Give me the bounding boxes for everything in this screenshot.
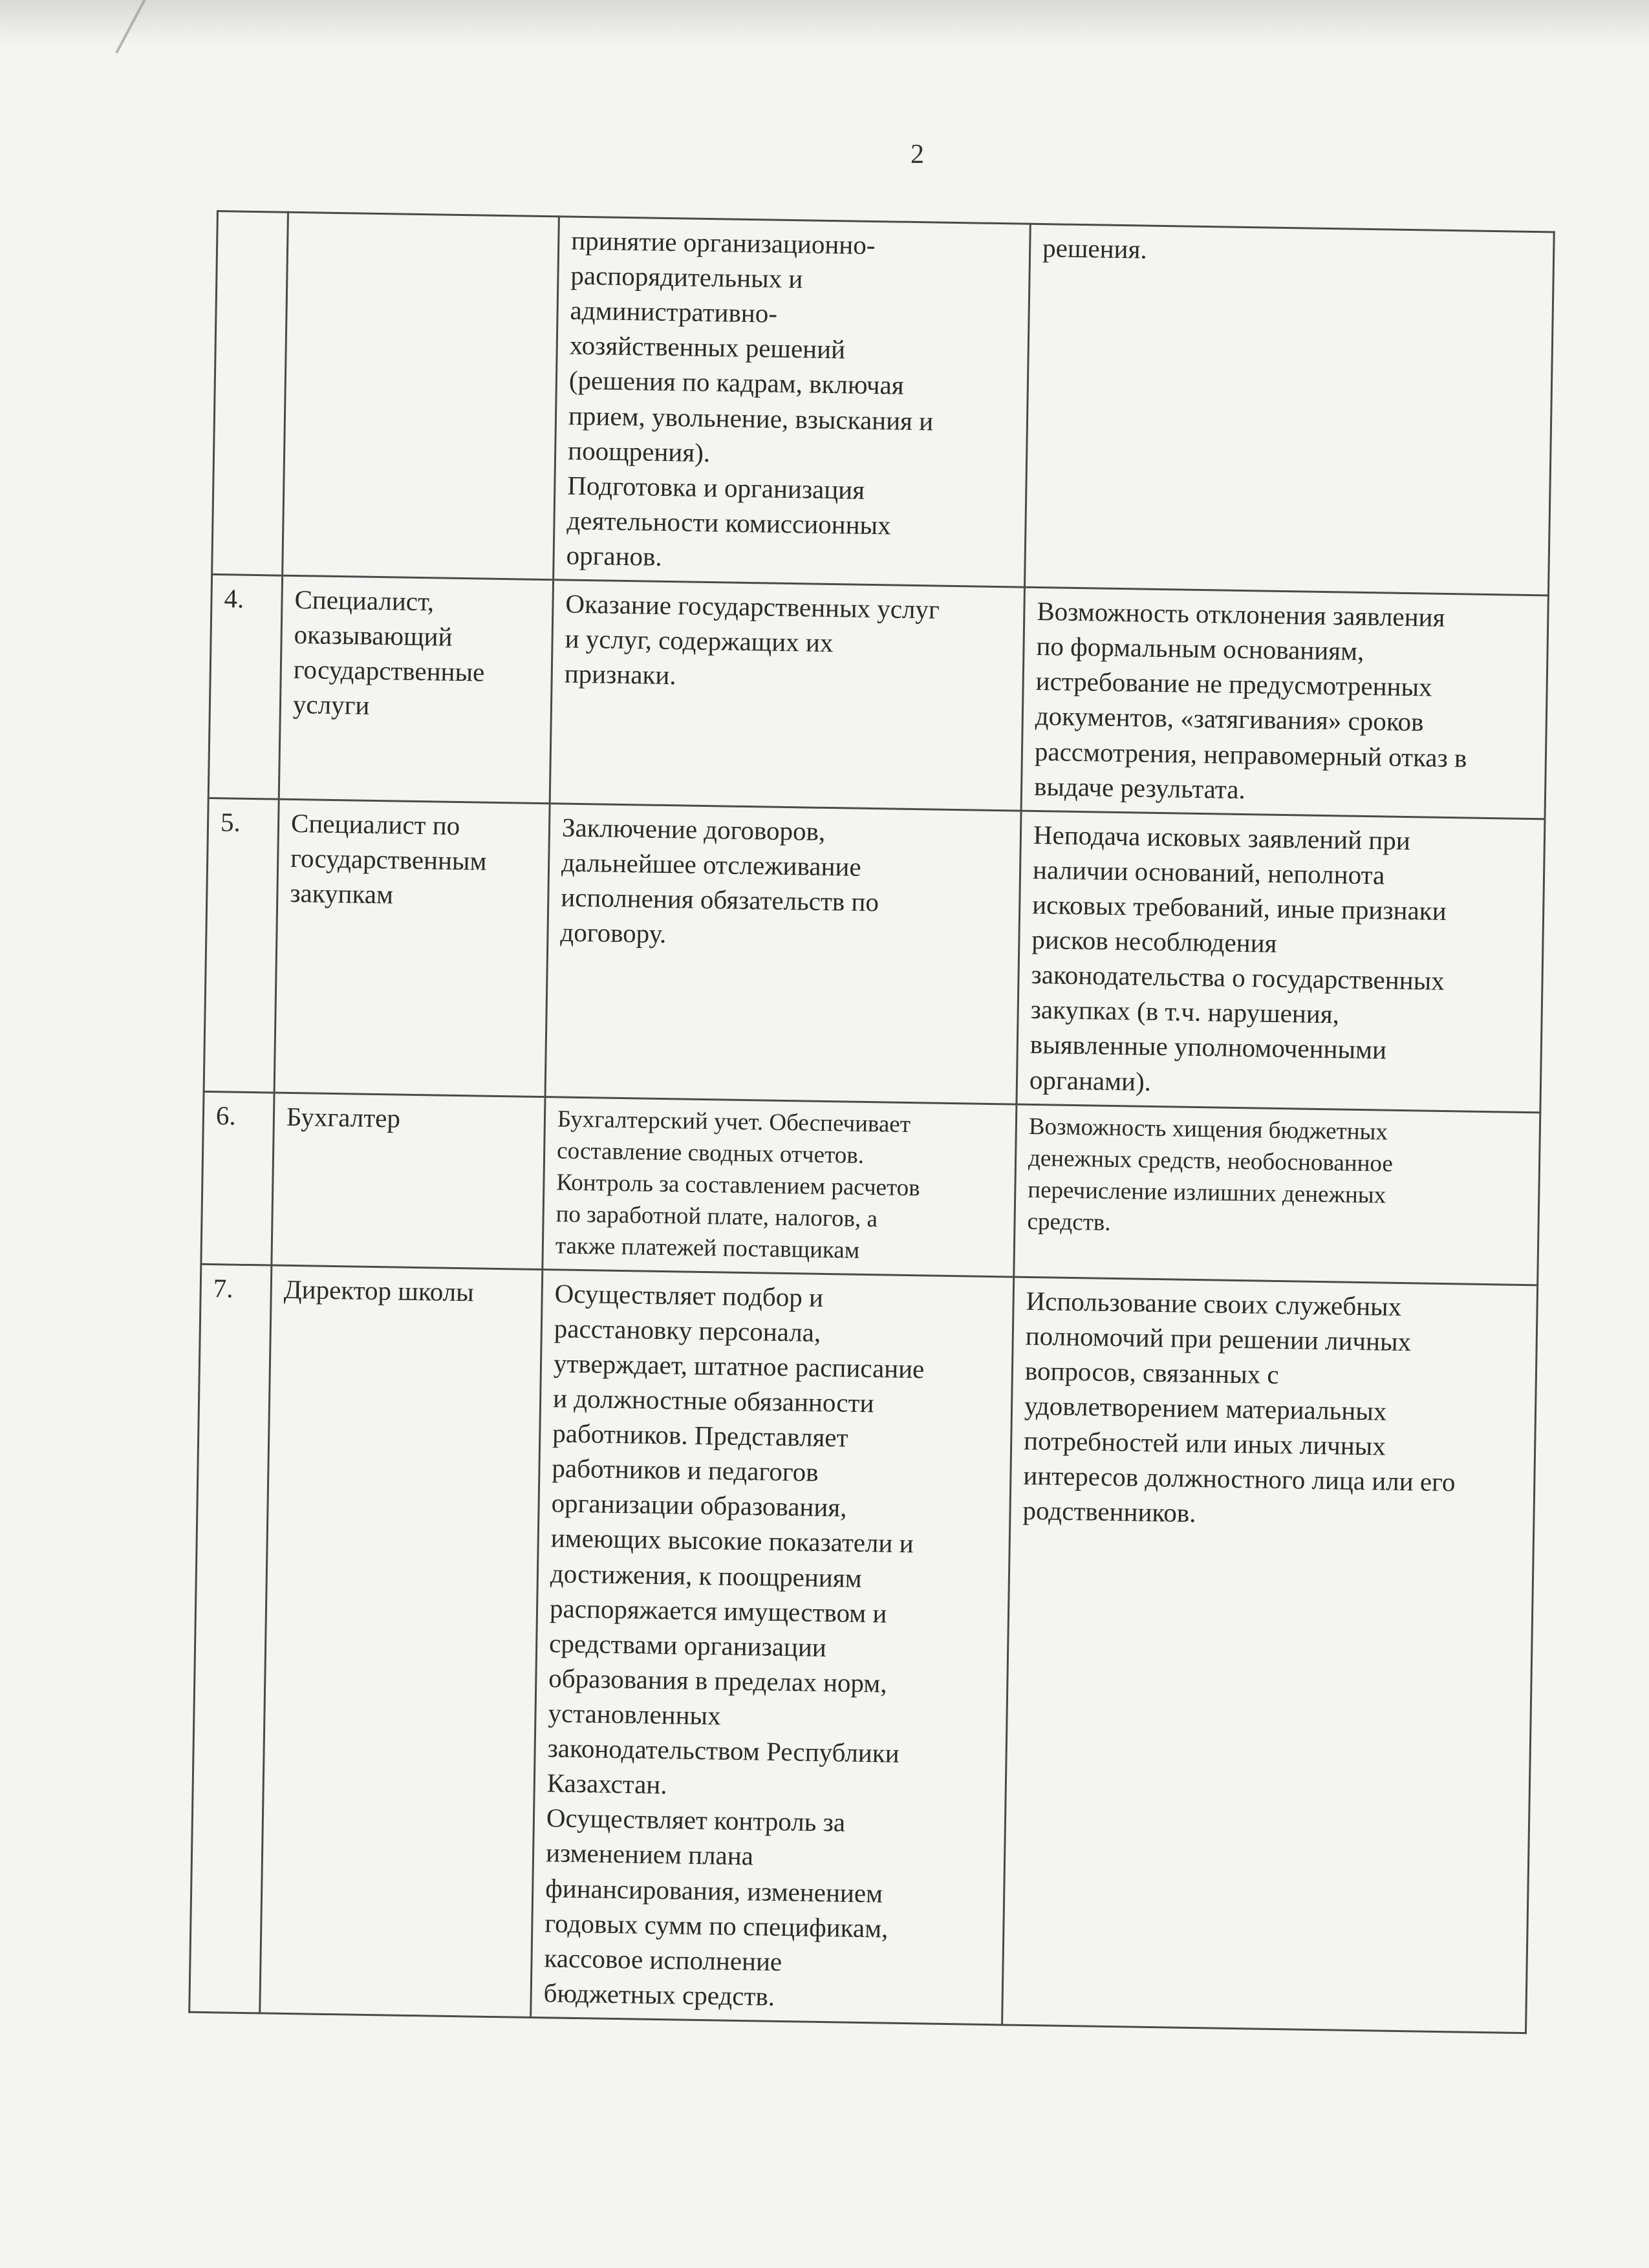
functions-cell — [543, 1097, 1017, 1276]
row-number-cell — [208, 575, 282, 799]
functions-cell — [550, 580, 1024, 811]
risks-cell — [1017, 811, 1545, 1113]
risks-text: Использование своих служебных полномочий при решении личных вопросов, связанных с удовлетворением материальных потребностей или иных личных интересов должностного лица или его родственников. — [1022, 1285, 1456, 1528]
functions-cell — [531, 1269, 1014, 2025]
position-cell — [274, 799, 550, 1097]
table-row — [189, 1264, 1538, 2033]
position-text: Специалист по государственным закупкам — [290, 808, 487, 910]
risks-cell — [1021, 587, 1548, 818]
table-row — [212, 211, 1555, 595]
row-number-cell — [204, 798, 279, 1093]
position-cell — [260, 1265, 543, 2018]
functions-text: Заключение договоров, дальнейшее отслеживание исполнения обязательств по договору. — [560, 812, 879, 949]
position-cell — [272, 1093, 545, 1270]
functions-text: Оказание государственных услуг и услуг, содержащих их признаки. — [564, 588, 940, 690]
page-number: 2 — [911, 140, 924, 169]
row-number-cell — [189, 1264, 272, 2013]
position-text: Директор школы — [283, 1274, 475, 1307]
position-text: Бухгалтер — [286, 1101, 401, 1133]
scan-shadow — [0, 0, 1649, 45]
functions-cell — [545, 803, 1021, 1104]
row-number-cell — [212, 211, 288, 576]
functions-text: Осуществляет подбор и расстановку персонала, утверждает, штатное расписание и должностные обязанности работников. Представляет работников и педагогов организации образования, имеющих высокие показатели и достижения, к поощрениям распоряжается имуществом и средствами организации образования в пределах норм, установленных законодательством Республики Казахстан. Осуществляет контроль за изменением плана финансирования, изменением годовых сумм по спецификам, кассовое исполнение бюджетных средств. — [543, 1278, 925, 2011]
risks-text: Возможность отклонения заявления по формальным основаниям, истребование не предусмотренных документов, «затягивания» сроков рассмотрения, неправомерный отказ в выдаче результата. — [1033, 596, 1467, 804]
row-number: 5. — [220, 806, 241, 837]
row-number: 6. — [215, 1100, 237, 1131]
position-text: Специалист, оказывающий государственные услуги — [292, 584, 485, 721]
risks-text: решения. — [1042, 233, 1148, 264]
risks-text: Неподача исковых заявлений при наличии оснований, неполнота исковых требований, иные признаки рисков несоблюдения законодательства о государственных закупках (в т.ч. нарушения, выявленные уполномоченными органами). — [1029, 819, 1447, 1097]
table-row — [208, 575, 1548, 819]
risks-cell — [1024, 224, 1554, 595]
risks-cell — [1014, 1104, 1540, 1285]
row-number: 4. — [224, 583, 244, 614]
position-cell — [279, 575, 553, 803]
risks-text: Возможность хищения бюджетных денежных средств, необоснованное перечисление излишних денежных средств. — [1027, 1113, 1394, 1237]
position-cell — [283, 212, 559, 580]
functions-text: Бухгалтерский учет. Обеспечивает составление сводных отчетов. Контроль за составлением расчетов по заработной плате, налогов, а также платежей поставщикам — [555, 1106, 921, 1265]
functions-text: принятие организационно- распорядительных и административно- хозяйственных решений (решения по кадрам, включая прием, увольнение, взыскания и поощрения). Подготовка и организация деятельности комиссионных органов. — [566, 225, 934, 572]
row-number-cell — [201, 1091, 274, 1265]
functions-cell — [554, 217, 1031, 587]
table-row — [201, 1091, 1540, 1285]
row-number — [230, 217, 275, 218]
table-row — [204, 798, 1545, 1112]
position-text — [301, 219, 546, 222]
row-number: 7. — [213, 1272, 233, 1303]
risks-cell — [1002, 1277, 1538, 2033]
corruption-risk-table — [188, 210, 1555, 2034]
